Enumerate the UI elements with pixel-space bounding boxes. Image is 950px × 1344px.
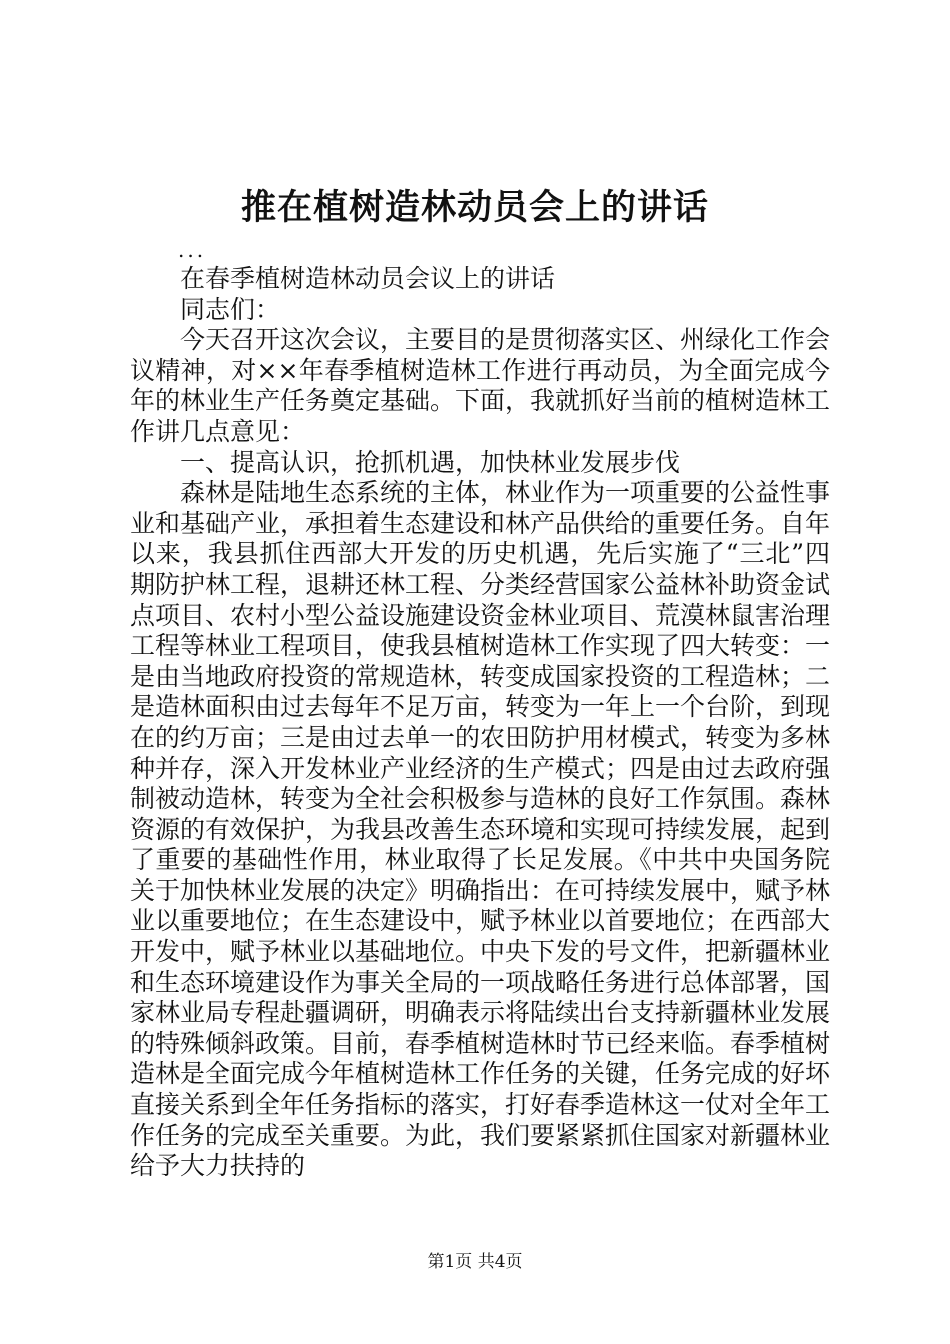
body-paragraph: 森林是陆地生态系统的主体，林业作为一项重要的公益性事业和基础产业，承担着生态建设和林产品供给的重要任务。自年以来，我县抓住西部大开发的历史机遇，先后实施了“三北”四期防护林工程，退耕还林工程、分类经营国家公益林补助资金试点项目、农村小型公益设施建设资金林业项目、荒漠林鼠害治理工程等林业工程项目，使我县植树造林工作实现了四大转变：一是由当地政府投资的常规造林，转变成国家投资的工程造林；二是造林面积由过去每年不足万亩，转变为一年上一个台阶，到现在的约万亩；三是由过去单一的农田防护用材模式，转变为多林种并存，深入开发林业产业经济的生产模式；四是由过去政府强制被动造林，转变为全社会积极参与造林的良好工作氛围。森林资源的有效保护，为我县改善生态环境和实现可持续发展，起到了重要的基础性作用，林业取得了长足发展。《中共中央国务院关于加快林业发展的决定》明确指出：在可持续发展中，赋予林业以重要地位；在生态建设中，赋予林业以首要地位；在西部大开发中，赋予林业以基础地位。中央下发的号文件，把新疆林业和生态环境建设作为事关全局的一项战略任务进行总体部署，国家林业局专程赴疆调研，明确表示将陆续出台支持新疆林业发展的特殊倾斜政策。目前，春季植树造林时节已经来临。春季植树造林是全面完成今年植树造林工作任务的关键，任务完成的好坏直接关系到全年任务指标的落实，打好春季造林这一仗对全年工作任务的完成至关重要。为此，我们要紧紧抓住国家对新疆林业给予大力扶持的 bbox=[130, 478, 831, 1181]
page-number-footer: 第1页 共4页 bbox=[427, 1252, 523, 1272]
document-title: 推在植树造林动员会上的讲话 bbox=[240, 187, 709, 228]
section-heading: 一、提高认识，抢抓机遇，加快林业发展步伐 bbox=[180, 447, 681, 477]
document-body bbox=[130, 264, 830, 1182]
salutation-paragraph: 同志们： bbox=[180, 294, 281, 324]
intro-paragraph: 今天召开这次会议，主要目的是贯彻落实区、州绿化工作会议精神，对××年春季植树造林工作进行再动员，为全面完成今年的林业生产任务奠定基础。下面，我就抓好当前的植树造林工作讲几点意见： bbox=[130, 325, 831, 446]
subtitle-paragraph: 在春季植树造林动员会议上的讲话 bbox=[180, 264, 556, 293]
ellipsis-marker: ... bbox=[178, 238, 207, 262]
